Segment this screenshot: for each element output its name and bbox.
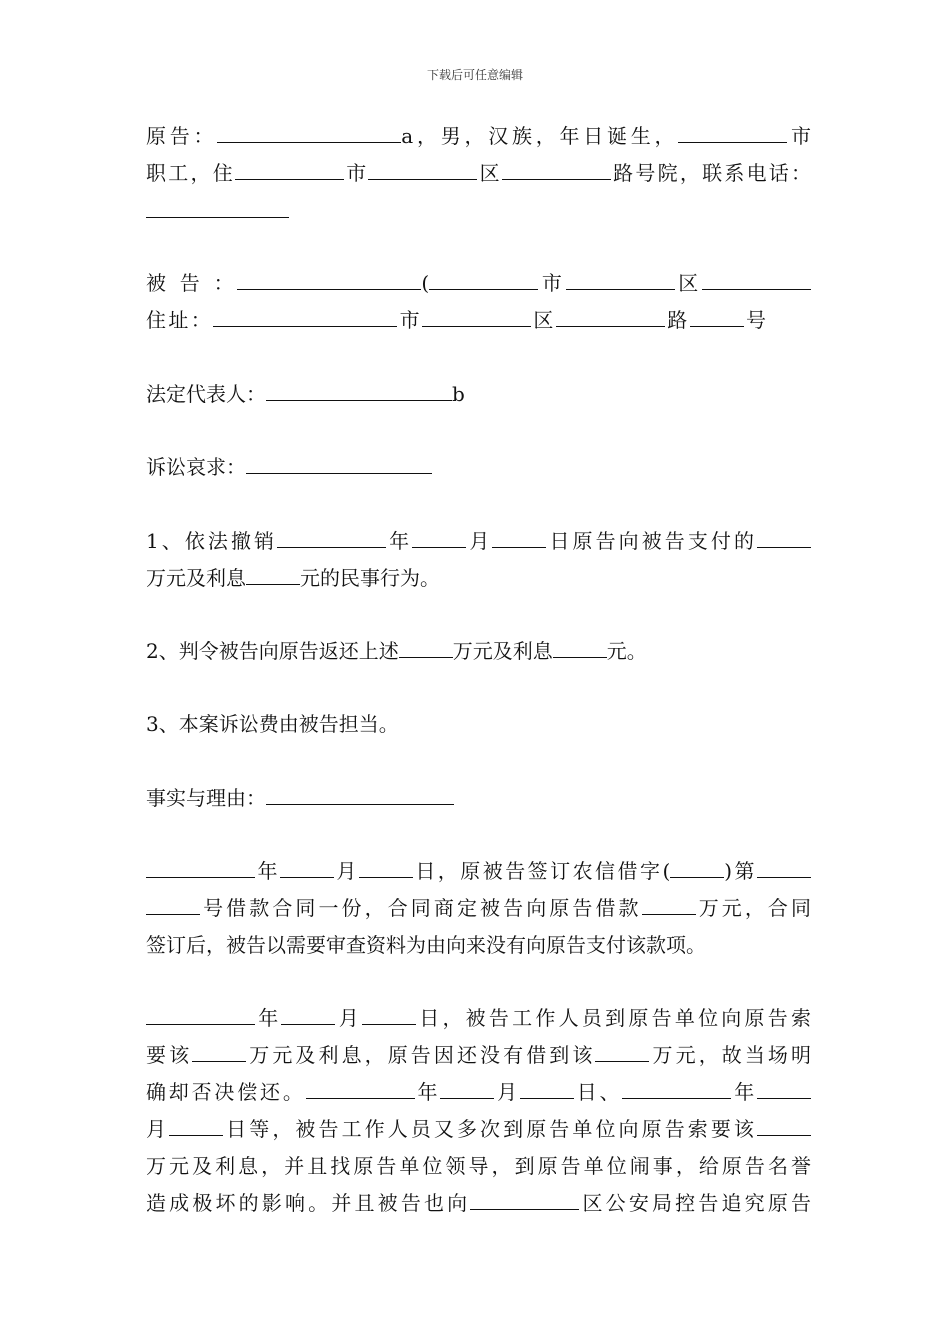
claim-item-1-line-2: 万元及利息 元的民事行为。 bbox=[146, 566, 440, 590]
blank bbox=[169, 1117, 223, 1136]
claim-item-2: 2、判令被告向原告返还上述 万元及利息 元。 bbox=[146, 639, 647, 663]
blank bbox=[280, 859, 334, 878]
blank bbox=[670, 859, 724, 878]
blank bbox=[266, 786, 454, 805]
defendant-line-1: 被 告 ： ( 市 区 bbox=[146, 271, 811, 295]
blank bbox=[246, 566, 300, 585]
facts-p2-line-1: 年 月 日，被告工作人员到原告单位向原告索 bbox=[146, 1006, 811, 1030]
blank bbox=[412, 529, 466, 548]
blank bbox=[146, 1006, 255, 1025]
blank bbox=[556, 308, 665, 327]
blank bbox=[470, 1191, 579, 1210]
claims-heading: 诉讼哀求： bbox=[146, 455, 811, 479]
claim-item-3: 3、本案诉讼费由被告担当。 bbox=[146, 712, 399, 736]
blank bbox=[281, 1006, 335, 1025]
blank bbox=[757, 1117, 811, 1136]
facts-p2-line-2: 要该 万元及利息，原告因还没有借到该 万元，故当场明 bbox=[146, 1043, 811, 1067]
blank bbox=[277, 529, 386, 548]
blank bbox=[429, 271, 538, 290]
blank bbox=[217, 124, 401, 143]
facts-heading: 事实与理由： bbox=[146, 786, 811, 810]
blank bbox=[362, 1006, 416, 1025]
defendant-label: 被 告 ： bbox=[146, 271, 238, 295]
header-note: 下载后可任意编辑 bbox=[426, 68, 523, 82]
plaintiff-label: 原告： bbox=[146, 124, 218, 148]
blank bbox=[359, 859, 413, 878]
blank bbox=[566, 271, 675, 290]
facts-p1-line-2: 号借款合同一份，合同商定被告向原告借款 万元，合同 bbox=[146, 896, 811, 920]
blank bbox=[757, 1080, 811, 1099]
legal-rep-line: 法定代表人： b bbox=[146, 382, 465, 406]
facts-p2-line-5: 万元及利息，并且找原告单位领导，到原告单位闹事，给原告名誉 bbox=[146, 1154, 811, 1178]
blank bbox=[192, 1043, 246, 1062]
phone-blank bbox=[146, 199, 289, 218]
plaintiff-line-2: 职工，住 市 区 路号院，联系电话： bbox=[146, 161, 811, 185]
blank bbox=[237, 271, 421, 290]
blank bbox=[757, 859, 811, 878]
blank bbox=[757, 529, 811, 548]
blank bbox=[520, 1080, 574, 1099]
facts-p1-line-3: 签订后，被告以需要审查资料为由向来没有向原告支付该款项。 bbox=[146, 933, 706, 957]
legal-rep-label: 法定代表人： bbox=[146, 382, 266, 406]
facts-p1-line-1: 年 月 日，原被告签订农信借字( )第 bbox=[146, 859, 811, 883]
facts-p2-line-6: 造成极坏的影响。并且被告也向 区公安局控告追究原告 bbox=[146, 1191, 811, 1215]
blank bbox=[690, 308, 744, 327]
blank bbox=[235, 161, 344, 180]
facts-p2-line-3: 确却否决偿还。 年 月 日、 年 bbox=[146, 1080, 811, 1104]
claim-item-1-line-1: 1、依法撤销 年 月 日原告向被告支付的 bbox=[146, 529, 811, 553]
blank bbox=[368, 161, 477, 180]
blank bbox=[266, 382, 452, 401]
defendant-address-line: 住址： 市 区 路 号 bbox=[146, 308, 766, 332]
blank bbox=[595, 1043, 649, 1062]
blank bbox=[502, 161, 611, 180]
blank bbox=[399, 639, 453, 658]
blank bbox=[642, 896, 696, 915]
facts-p2-line-4: 月 日等，被告工作人员又多次到原告单位向原告索要该 bbox=[146, 1117, 811, 1141]
blank bbox=[702, 271, 811, 290]
blank bbox=[306, 1080, 415, 1099]
blank bbox=[553, 639, 607, 658]
blank bbox=[246, 455, 432, 474]
plaintiff-line-3 bbox=[146, 199, 811, 223]
blank bbox=[492, 529, 546, 548]
blank bbox=[146, 859, 255, 878]
blank bbox=[146, 896, 200, 915]
plaintiff-line-1: 原告： a，男，汉族，年日诞生， 市 bbox=[146, 124, 811, 148]
blank bbox=[622, 1080, 731, 1099]
blank bbox=[678, 124, 787, 143]
blank bbox=[213, 308, 397, 327]
blank bbox=[422, 308, 531, 327]
blank bbox=[440, 1080, 494, 1099]
